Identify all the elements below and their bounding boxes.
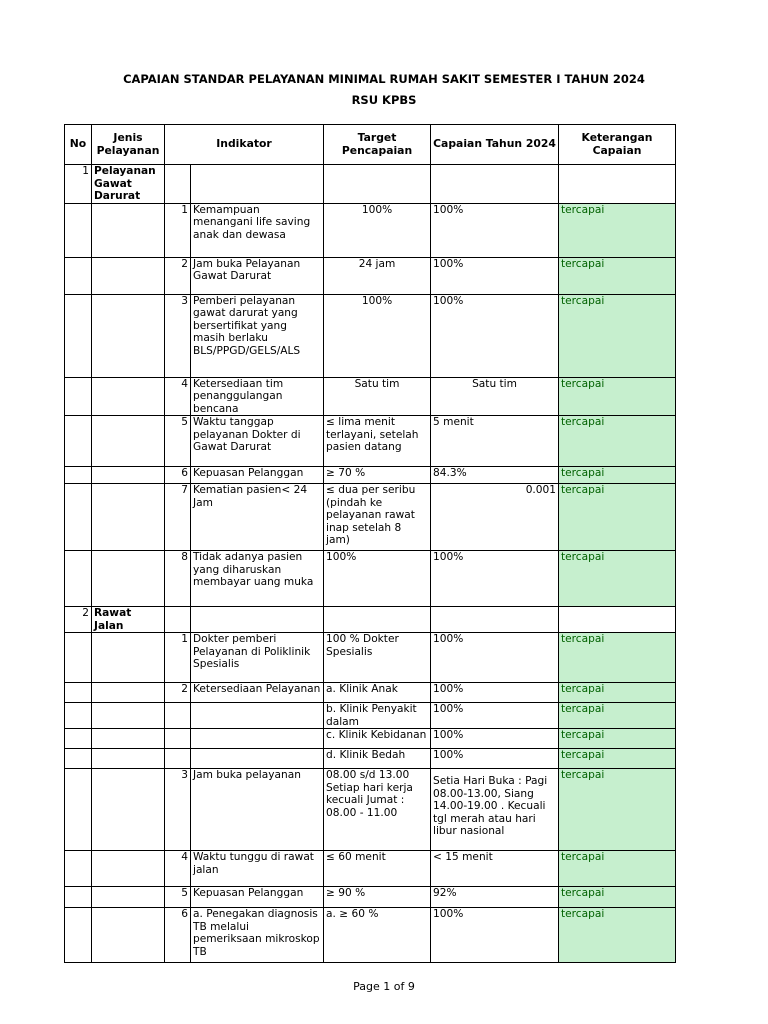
capaian-cell: < 15 menit	[431, 851, 559, 887]
target-cell: d. Klinik Bedah	[324, 749, 431, 769]
target-cell: ≥ 70 %	[324, 467, 431, 484]
keterangan-cell: tercapai	[559, 294, 676, 377]
table-row	[65, 467, 676, 484]
col-header-keterangan: Keterangan Capaian	[559, 125, 676, 165]
keterangan-cell: tercapai	[559, 377, 676, 416]
capaian-cell: 100%	[431, 749, 559, 769]
target-cell: b. Klinik Penyakit dalam	[324, 703, 431, 729]
table-row	[65, 633, 676, 683]
row-number: 6	[165, 908, 191, 963]
indikator-cell: Pemberi pelayanan gawat darurat yang bersertifikat yang masih berlaku BLS/PPGD/GELS/ALS	[191, 294, 324, 377]
indikator-cell	[191, 703, 324, 729]
target-cell: 08.00 s/d 13.00 Setiap hari kerja kecuali Jumat : 08.00 - 11.00	[324, 769, 431, 851]
indikator-cell: Ketersediaan tim penanggulangan bencana	[191, 377, 324, 416]
keterangan-cell: tercapai	[559, 908, 676, 963]
keterangan-cell: tercapai	[559, 683, 676, 703]
capaian-cell: 100%	[431, 908, 559, 963]
table-row	[65, 203, 676, 257]
capaian-cell: 0.001	[431, 484, 559, 551]
table-row	[65, 729, 676, 749]
capaian-cell: 5 menit	[431, 416, 559, 467]
row-number	[165, 703, 191, 729]
row-number: 1	[165, 633, 191, 683]
indikator-cell: Kepuasan Pelanggan	[191, 467, 324, 484]
table-row	[65, 703, 676, 729]
table-row	[65, 551, 676, 607]
keterangan-cell: tercapai	[559, 551, 676, 607]
table-row	[65, 294, 676, 377]
target-cell: 100%	[324, 551, 431, 607]
capaian-cell: Satu tim	[431, 377, 559, 416]
row-number: 2	[165, 257, 191, 294]
row-number: 4	[165, 851, 191, 887]
spm-table	[64, 124, 676, 963]
row-number: 2	[165, 683, 191, 703]
col-header-jenis: Jenis Pelayanan	[92, 125, 165, 165]
indikator-cell: Jam buka pelayanan	[191, 769, 324, 851]
col-header-capaian: Capaian Tahun 2024	[431, 125, 559, 165]
row-number: 6	[165, 467, 191, 484]
target-cell: a. ≥ 60 %	[324, 908, 431, 963]
capaian-cell: 100%	[431, 551, 559, 607]
row-number: 4	[165, 377, 191, 416]
target-cell: ≤ dua per seribu (pindah ke pelayanan rawat inap setelah 8 jam)	[324, 484, 431, 551]
keterangan-cell: tercapai	[559, 887, 676, 908]
section-no: 1	[65, 165, 92, 204]
table-row	[65, 749, 676, 769]
document-title: CAPAIAN STANDAR PELAYANAN MINIMAL RUMAH SAKIT SEMESTER I TAHUN 2024	[123, 72, 645, 86]
indikator-cell: Kepuasan Pelanggan	[191, 887, 324, 908]
capaian-cell: Setia Hari Buka : Pagi 08.00-13.00, Siang 14.00-19.00 . Kecuali tgl merah atau hari libur nasional	[431, 769, 559, 851]
target-cell: 100 % Dokter Spesialis	[324, 633, 431, 683]
keterangan-cell: tercapai	[559, 769, 676, 851]
table-row	[65, 377, 676, 416]
section-name: Pelayanan Gawat Darurat	[92, 165, 165, 204]
capaian-cell: 100%	[431, 703, 559, 729]
table-row	[65, 257, 676, 294]
target-cell: 100%	[324, 294, 431, 377]
keterangan-cell: tercapai	[559, 484, 676, 551]
table-row	[65, 908, 676, 963]
indikator-cell: a. Penegakan diagnosis TB melalui pemeriksaan mikroskop TB	[191, 908, 324, 963]
indikator-cell	[191, 729, 324, 749]
target-cell: ≤ lima menit terlayani, setelah pasien datang	[324, 416, 431, 467]
table-row	[65, 851, 676, 887]
capaian-cell: 100%	[431, 294, 559, 377]
indikator-cell: Jam buka Pelayanan Gawat Darurat	[191, 257, 324, 294]
target-cell: Satu tim	[324, 377, 431, 416]
section-name: Rawat Jalan	[92, 607, 165, 633]
target-cell: ≤ 60 menit	[324, 851, 431, 887]
indikator-cell: Waktu tanggap pelayanan Dokter di Gawat Darurat	[191, 416, 324, 467]
target-cell: 24 jam	[324, 257, 431, 294]
row-number: 8	[165, 551, 191, 607]
section-row	[65, 165, 676, 204]
keterangan-cell: tercapai	[559, 749, 676, 769]
col-header-target: Target Pencapaian	[324, 125, 431, 165]
row-number: 3	[165, 769, 191, 851]
row-number: 1	[165, 203, 191, 257]
col-header-no: No	[65, 125, 92, 165]
keterangan-cell: tercapai	[559, 633, 676, 683]
col-header-indikator: Indikator	[165, 125, 324, 165]
row-number	[165, 729, 191, 749]
table-row	[65, 484, 676, 551]
section-no: 2	[65, 607, 92, 633]
keterangan-cell: tercapai	[559, 729, 676, 749]
row-number: 7	[165, 484, 191, 551]
header-row	[65, 125, 676, 165]
capaian-cell: 84.3%	[431, 467, 559, 484]
row-number: 5	[165, 416, 191, 467]
target-cell: c. Klinik Kebidanan	[324, 729, 431, 749]
indikator-cell: Ketersediaan Pelayanan	[191, 683, 324, 703]
table-row	[65, 416, 676, 467]
indikator-cell: Kemampuan menangani life saving anak dan dewasa	[191, 203, 324, 257]
table-row	[65, 887, 676, 908]
target-cell: ≥ 90 %	[324, 887, 431, 908]
row-number: 5	[165, 887, 191, 908]
capaian-cell: 100%	[431, 729, 559, 749]
capaian-cell: 100%	[431, 683, 559, 703]
hospital-name: RSU KPBS	[351, 93, 417, 107]
capaian-cell: 100%	[431, 633, 559, 683]
row-number: 3	[165, 294, 191, 377]
target-cell: 100%	[324, 203, 431, 257]
page-number: Page 1 of 9	[353, 980, 415, 993]
table-row	[65, 769, 676, 851]
keterangan-cell: tercapai	[559, 203, 676, 257]
section-row	[65, 607, 676, 633]
indikator-cell: Dokter pemberi Pelayanan di Poliklinik Spesialis	[191, 633, 324, 683]
capaian-cell: 100%	[431, 257, 559, 294]
capaian-cell: 92%	[431, 887, 559, 908]
keterangan-cell: tercapai	[559, 416, 676, 467]
keterangan-cell: tercapai	[559, 851, 676, 887]
keterangan-cell: tercapai	[559, 257, 676, 294]
indikator-cell: Waktu tunggu di rawat jalan	[191, 851, 324, 887]
indikator-cell	[191, 749, 324, 769]
target-cell: a. Klinik Anak	[324, 683, 431, 703]
capaian-cell: 100%	[431, 203, 559, 257]
row-number	[165, 749, 191, 769]
indikator-cell: Tidak adanya pasien yang diharuskan membayar uang muka	[191, 551, 324, 607]
keterangan-cell: tercapai	[559, 467, 676, 484]
indikator-cell: Kematian pasien< 24 Jam	[191, 484, 324, 551]
keterangan-cell: tercapai	[559, 703, 676, 729]
table-row	[65, 683, 676, 703]
